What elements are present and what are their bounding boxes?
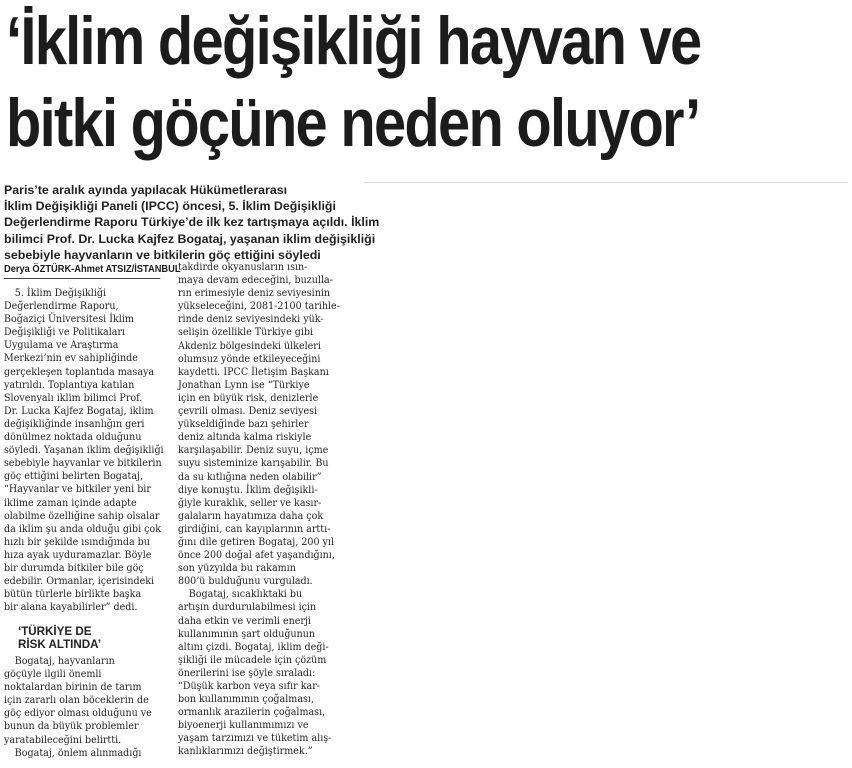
text-line: deniz altında kalma riskiyle [178, 431, 312, 444]
text-line: ğiyle kuraklık, seller ve kasır- [178, 496, 322, 509]
text-line: Değerlendirme Raporu, [4, 300, 119, 313]
byline: Derya ÖZTÜRK-Ahmet ATSIZ/İSTANBUL [4, 263, 160, 279]
text-line: yükseldiğinde bazı şehirler [178, 418, 309, 431]
text-line: önce 200 doğal afet yaşandığını, [178, 549, 335, 562]
headline-line: ‘İklim değişikliği hayvan ve [6, 3, 701, 79]
text-line: takdirde okyanusların ısın- [178, 261, 308, 273]
text-line: bon kullanımının çoğalması, [178, 693, 314, 706]
text-line: Bogataj, sıcaklıktaki bu [188, 588, 303, 601]
text-line: Merkezi’nin ev sahipliğinde [4, 352, 138, 365]
text-line: Akdeniz bölgesindeki ülkeleri [178, 339, 321, 352]
text-line: olumsuz yönde etkileyeceğini [178, 352, 321, 365]
text-line: olabilme özelliğine sahip olsalar [4, 509, 160, 522]
text-line: altını çizdi. Bogataj, iklim deği- [178, 640, 329, 653]
text-line: yaratabileceğini belirtti. [4, 733, 122, 746]
text-line: değişikliğinde insanlığın geri [4, 417, 145, 430]
text-line: için zararlı olan böceklerin de [4, 694, 149, 707]
text-line: Jonathan Lynn ise “Türkiye [178, 378, 310, 391]
text-line: karşılaşabilir. Deniz suyu, içme [178, 444, 329, 457]
text-line: 800’ü bulduğunu vurguladı. [178, 575, 313, 588]
text-line: ormanlık arazilerin çoğalması, [178, 706, 326, 719]
text-line: noktalardan birinin de tarım [4, 681, 142, 694]
text-line: sebebiyle hayvanlar ve bitkilerin [4, 457, 162, 470]
lead-line: Paris’te aralık ayında yapılacak Hükümetlerarası [4, 183, 288, 197]
text-line: iklime zaman içinde adapte [4, 496, 137, 509]
text-line: galaların hayatımıza daha çok [178, 509, 324, 522]
text-line: da su kıtlığına neden olabilir” [178, 470, 322, 483]
text-line: “Hayvanlar ve bitkiler yeni bir [4, 483, 151, 496]
subhead-line: RİSK ALTINDA’ [18, 637, 102, 651]
subhead-line: ‘TÜRKİYE DE [18, 625, 92, 638]
text-line: dönülmez noktada olduğunu [4, 431, 142, 444]
text-line: söyledi. Yaşanan iklim değişikliği [4, 444, 164, 457]
text-line: Slovenyalı iklim bilimci Prof. [4, 391, 143, 404]
text-line: 5. İklim Değişikliği [14, 287, 107, 299]
text-line: biyoenerji kullanımımızı ve [178, 719, 309, 732]
text-line: önerilerini ise şöyle sıraladı: [178, 666, 316, 679]
text-line: göç ettiğini belirten Bogataj, [4, 470, 144, 483]
text-line: kaydetti. IPCC İletişim Başkanı [178, 365, 329, 378]
text-line: yükseleceğini, 2081-2100 tarihle- [178, 300, 340, 313]
lead-line: Değerlendirme Raporu Türkiye’de ilk kez tartışmaya açıldı. İklim [4, 215, 380, 230]
text-line: kanlıklarımızı değiştirmek.” [178, 745, 313, 758]
text-line: yatırıldı. Toplantıya katılan [4, 378, 135, 391]
article-column-1-continued [4, 655, 152, 760]
text-line: bir durumda bitkiler bile göç [4, 561, 144, 574]
text-line: “Düşük karbon veya sıfır kar- [178, 680, 321, 692]
text-line: için en büyük risk, denizlerle [178, 391, 319, 404]
text-line: edebilir. Ormanlar, içerisindeki [4, 575, 155, 588]
lead-line: bilimci Prof. Dr. Lucka Kajfez Bogataj, yaşanan iklim değişikliği [4, 231, 376, 246]
text-line: Bogataj, hayvanların [14, 655, 115, 667]
text-line: göç ediyor olması olduğunu ve [4, 707, 152, 720]
text-line: çevrili olması. Deniz seviyesi [178, 405, 318, 418]
text-line: şikliği ile mücadele için çözüm [178, 653, 327, 666]
text-line: girdiğini, can kayıplarının arttı- [178, 522, 331, 535]
text-line: Boğaziçi Üniversitesi İklim [4, 313, 134, 326]
text-line: Bogataj, önlem alınmadığı [14, 746, 142, 759]
text-line: selişin özellikle Türkiye gibi [178, 326, 314, 339]
text-line: da iklim şu anda olduğu gibi çok [4, 522, 162, 535]
text-line: göçüyle ilgili önemli [4, 668, 102, 681]
text-line: Değişikliği ve Politikaları [4, 326, 126, 339]
text-line: maya devam edeceğini, buzulla- [178, 274, 333, 287]
text-line: son yüzyılda bu rakamın [178, 562, 296, 575]
text-line: hızlı bir şekilde ısındığında bu [4, 535, 150, 548]
text-line: kullanımının şart olduğunun [178, 627, 316, 640]
lead-line: İklim Değişikliği Paneli (IPCC) öncesi, 5. İklim Değişikliği [4, 199, 336, 214]
text-line: bütün türlerle birlikte başka [4, 588, 142, 601]
text-line: rın erimesiyle deniz seviyesinin [178, 287, 331, 300]
text-line: Dr. Lucka Kajfez Bogataj, iklim [4, 404, 154, 417]
text-line: bir alana kayabilirler” dedi. [4, 601, 138, 614]
headline [6, 0, 720, 164]
headline-line: bitki göçüne neden oluyor’ [6, 85, 700, 161]
text-line: yaşam tarzımızı ve tüketim alış- [178, 732, 332, 745]
text-line: hıza ayak uyduramazlar. Böyle [4, 548, 152, 561]
text-line: Uygulama ve Araştırma [4, 339, 119, 352]
text-line: bunun da büyük problemler [4, 720, 139, 733]
text-line: suyu sisteminize karışabilir. Bu [178, 457, 329, 470]
text-line: rinde deniz seviyesindeki yük- [178, 313, 324, 326]
text-line: ğını dile getiren Bogataj, 200 yıl [178, 535, 335, 548]
lead-paragraph [4, 182, 394, 263]
section-subhead [18, 626, 101, 652]
article-column-1 [4, 287, 164, 614]
article-column-2 [178, 261, 340, 759]
divider-rule [364, 182, 848, 183]
text-line: daha etkin ve verimli enerji [178, 614, 311, 627]
text-line: gerçekleşen toplantıda masaya [4, 365, 155, 378]
lead-line: sebebiyle hayvanların ve bitkilerin göç ettiğini söyledi [4, 247, 321, 262]
text-line: artışın durdurulabilmesi için [178, 601, 317, 614]
text-line: diye konuştu. İklim değişikli- [178, 483, 318, 496]
